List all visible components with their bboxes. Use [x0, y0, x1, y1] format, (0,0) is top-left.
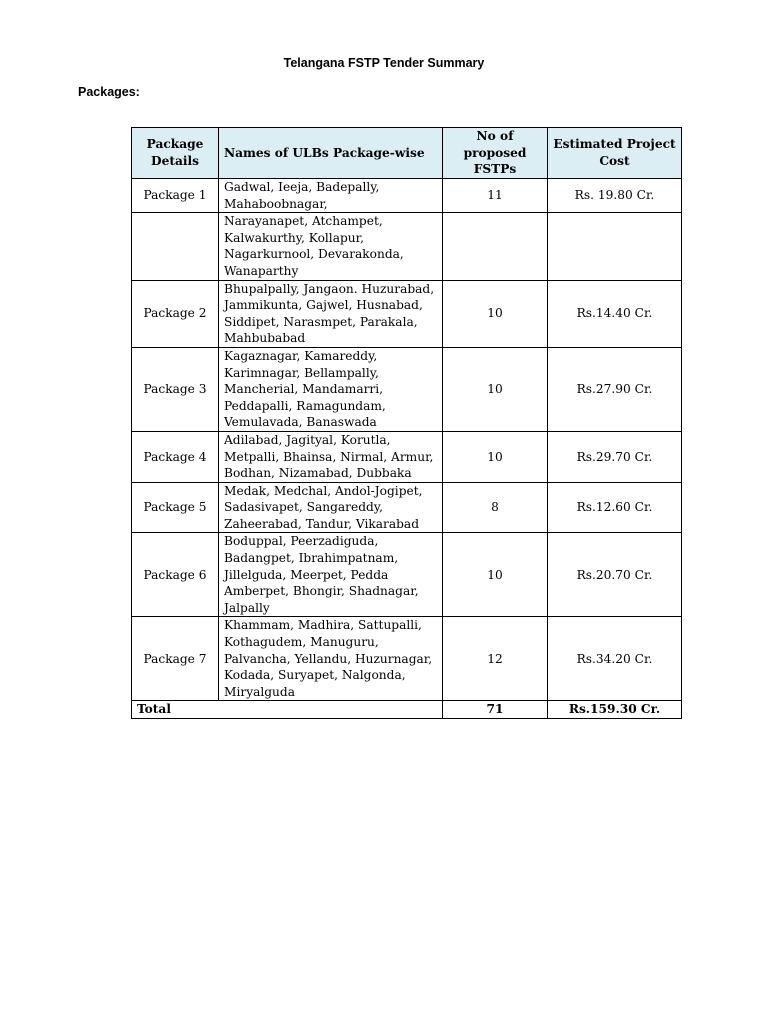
- fstp-count-cell: 10: [443, 347, 548, 431]
- total-fstp-count: 71: [443, 701, 548, 719]
- package-cell: [132, 213, 219, 280]
- fstp-count-cell: 12: [443, 617, 548, 701]
- cost-cell: Rs.27.90 Cr.: [548, 347, 682, 431]
- cost-cell: Rs.29.70 Cr.: [548, 431, 682, 482]
- cost-cell: Rs.14.40 Cr.: [548, 280, 682, 347]
- ulb-names-cell: Gadwal, Ieeja, Badepally, Mahaboobnagar,: [219, 179, 443, 213]
- cost-cell: Rs.20.70 Cr.: [548, 533, 682, 617]
- total-cost: Rs.159.30 Cr.: [548, 701, 682, 719]
- package-cell: Package 7: [132, 617, 219, 701]
- ulb-names-cell: Kagaznagar, Kamareddy, Karimnagar, Bellampally, Mancherial, Mandamarri, Peddapalli, Ramagundam, Vemulavada, Banaswada: [219, 347, 443, 431]
- fstp-count-cell: [443, 213, 548, 280]
- package-cell: Package 1: [132, 179, 219, 213]
- package-cell: Package 4: [132, 431, 219, 482]
- ulb-names-cell: Khammam, Madhira, Sattupalli, Kothagudem, Manuguru, Palvancha, Yellandu, Huzurnagar, Kodada, Suryapet, Nalgonda, Miryalguda: [219, 617, 443, 701]
- table-row: [132, 617, 682, 701]
- ulb-names-cell: Narayanapet, Atchampet, Kalwakurthy, Kollapur, Nagarkurnool, Devarakonda, Wanaparthy: [219, 213, 443, 280]
- total-label: Total: [132, 701, 443, 719]
- tender-summary-table: [131, 127, 682, 719]
- header-fstp-count: No of proposed FSTPs: [443, 128, 548, 179]
- cost-cell: Rs.34.20 Cr.: [548, 617, 682, 701]
- table-header-row: [132, 128, 682, 179]
- cost-cell: Rs. 19.80 Cr.: [548, 179, 682, 213]
- header-estimated-cost: Estimated Project Cost: [548, 128, 682, 179]
- ulb-names-cell: Adilabad, Jagityal, Korutla, Metpalli, Bhainsa, Nirmal, Armur, Bodhan, Nizamabad, Dubbaka: [219, 431, 443, 482]
- table-row: [132, 431, 682, 482]
- header-ulb-names: Names of ULBs Package-wise: [219, 128, 443, 179]
- table-row: [132, 280, 682, 347]
- cost-cell: [548, 213, 682, 280]
- fstp-count-cell: 11: [443, 179, 548, 213]
- header-package-details: Package Details: [132, 128, 219, 179]
- ulb-names-cell: Bhupalpally, Jangaon. Huzurabad, Jammikunta, Gajwel, Husnabad, Siddipet, Narasmpet, Parakala, Mahbubabad: [219, 280, 443, 347]
- package-cell: Package 5: [132, 482, 219, 533]
- cost-cell: Rs.12.60 Cr.: [548, 482, 682, 533]
- table-row: [132, 533, 682, 617]
- fstp-count-cell: 10: [443, 280, 548, 347]
- table-row: [132, 347, 682, 431]
- table-row: [132, 179, 682, 213]
- section-label-packages: Packages:: [78, 85, 140, 99]
- package-cell: Package 2: [132, 280, 219, 347]
- fstp-count-cell: 10: [443, 431, 548, 482]
- table-row: [132, 213, 682, 280]
- ulb-names-cell: Medak, Medchal, Andol-Jogipet, Sadasivapet, Sangareddy, Zaheerabad, Tandur, Vikarabad: [219, 482, 443, 533]
- fstp-count-cell: 8: [443, 482, 548, 533]
- total-row: [132, 701, 682, 719]
- package-cell: Package 3: [132, 347, 219, 431]
- fstp-count-cell: 10: [443, 533, 548, 617]
- ulb-names-cell: Boduppal, Peerzadiguda, Badangpet, Ibrahimpatnam, Jillelguda, Meerpet, Pedda Amberpet, Bhongir, Shadnagar, Jalpally: [219, 533, 443, 617]
- document-title: Telangana FSTP Tender Summary: [283, 56, 485, 70]
- table-row: [132, 482, 682, 533]
- package-cell: Package 6: [132, 533, 219, 617]
